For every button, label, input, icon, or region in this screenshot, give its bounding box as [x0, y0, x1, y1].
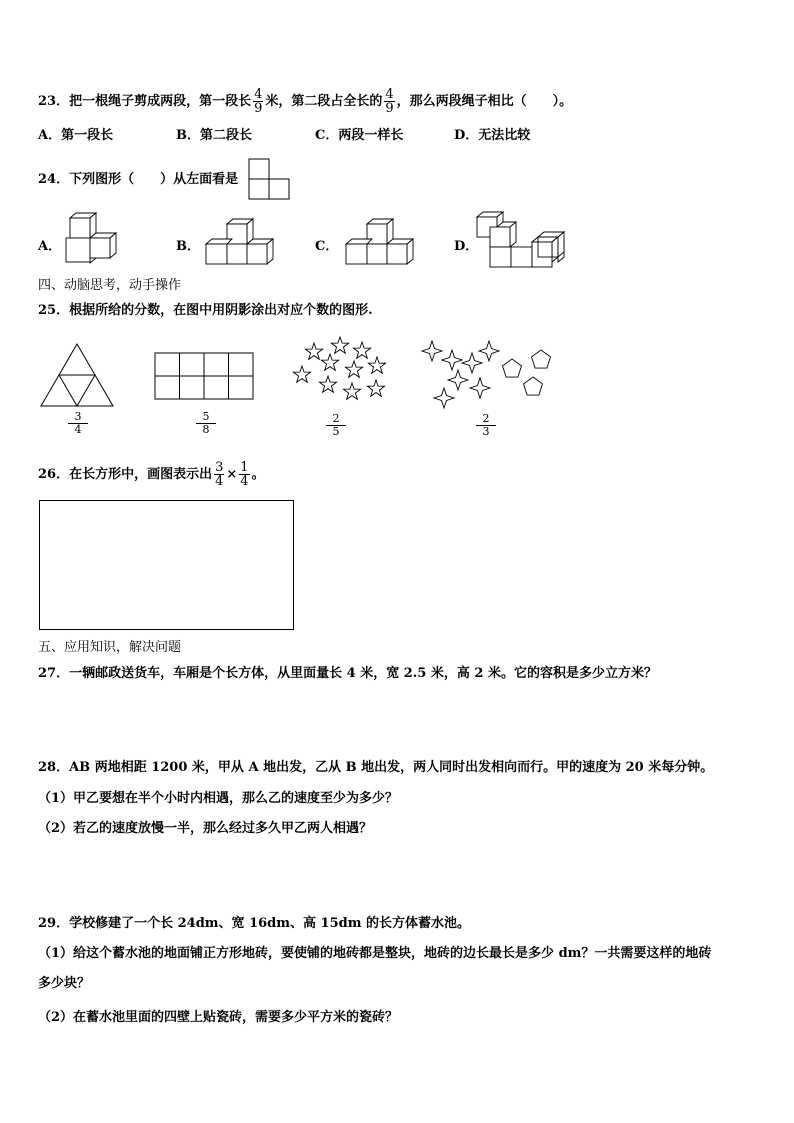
question-29-sub-1-line-1: （1）给这个蓄水池的地面铺正方形地砖，要使铺的地砖都是整块，地砖的边长最长是多少 dm？一共需要这样的地砖	[38, 946, 712, 961]
q23-suffix: ，那么两段绳子相比（ ）。	[396, 94, 573, 109]
question-29: 29．学校修建了一个长 24dm、宽 16dm、高 15dm 的长方体蓄水池。	[38, 916, 471, 931]
section-5-title: 五、应用知识，解决问题	[38, 640, 182, 655]
q25-rectangle-grid-figure	[154, 352, 254, 400]
q23-option-c: C．两段一样长	[315, 128, 404, 143]
q23-mid: 米，第二段占全长的	[265, 94, 383, 109]
question-26	[38, 461, 265, 488]
q23-fraction-1: $\frac{4}{9}$	[254, 87, 263, 116]
q23-fraction-2: $\frac{4}{9}$	[385, 87, 394, 116]
q25-frac-1: $\frac{3}{4}$	[68, 411, 88, 436]
q26-prefix: 26．在长方形中，画图表示出	[38, 467, 213, 482]
question-25: 25．根据所给的分数，在图中用阴影涂出对应个数的图形.	[38, 303, 373, 318]
q25-frac-2: $\frac{5}{8}$	[196, 411, 216, 436]
q26-fraction-a: $\frac{3}{4}$	[215, 460, 224, 489]
q26-answer-rectangle[interactable]	[39, 500, 294, 630]
q23-option-b: B．第二段长	[176, 128, 252, 143]
q24-option-c-cubes	[345, 218, 417, 268]
q24-option-b-label: B．	[176, 239, 200, 254]
q24-option-d-label: D．	[454, 239, 479, 254]
section-4-title: 四、动脑思考，动手操作	[38, 278, 182, 293]
q24-option-b-cubes	[205, 218, 277, 268]
q23-option-a: A．第一段长	[38, 128, 114, 143]
q24-option-a-label: A．	[38, 239, 62, 254]
question-28: 28．AB 两地相距 1200 米，甲从 A 地出发，乙从 B 地出发，两人同时出发相向而行。甲的速度为 20 米每分钟。	[38, 760, 714, 775]
q24-left-view-figure	[248, 158, 292, 202]
q24-option-c-label: C．	[315, 239, 339, 254]
q26-fraction-b: $\frac{1}{4}$	[240, 460, 249, 489]
q24-option-a-cubes	[58, 212, 120, 266]
q26-suffix: 。	[251, 467, 265, 482]
q24-option-d-cubes	[476, 211, 568, 271]
question-24: 24．下列图形（ ）从左面看是	[38, 172, 239, 187]
question-27: 27．一辆邮政送货车，车厢是个长方体，从里面量长 4 米，宽 2.5 米，高 2 米。它的容积是多少立方米？	[38, 666, 657, 681]
question-28-sub-1: （1）甲乙要想在半个小时内相遇，那么乙的速度至少为多少？	[38, 791, 399, 806]
q25-frac-3: $\frac{2}{5}$	[326, 413, 346, 438]
q25-triangle-figure	[40, 343, 114, 407]
q23-option-d: D．无法比较	[454, 128, 531, 143]
q25-four-point-stars-and-pentagons-figure	[432, 338, 558, 410]
q25-stars-figure	[290, 335, 390, 405]
q23-prefix: 23．把一根绳子剪成两段，第一段长	[38, 94, 252, 109]
question-29-sub-2: （2）在蓄水池里面的四壁上贴瓷砖，需要多少平方米的瓷砖？	[38, 1010, 399, 1025]
q26-times: ×	[226, 467, 238, 482]
question-29-sub-1-line-2: 多少块？	[38, 976, 91, 991]
q25-frac-4: $\frac{2}{3}$	[476, 413, 496, 438]
question-28-sub-2: （2）若乙的速度放慢一半，那么经过多久甲乙两人相遇？	[38, 821, 373, 836]
question-23	[38, 88, 572, 115]
